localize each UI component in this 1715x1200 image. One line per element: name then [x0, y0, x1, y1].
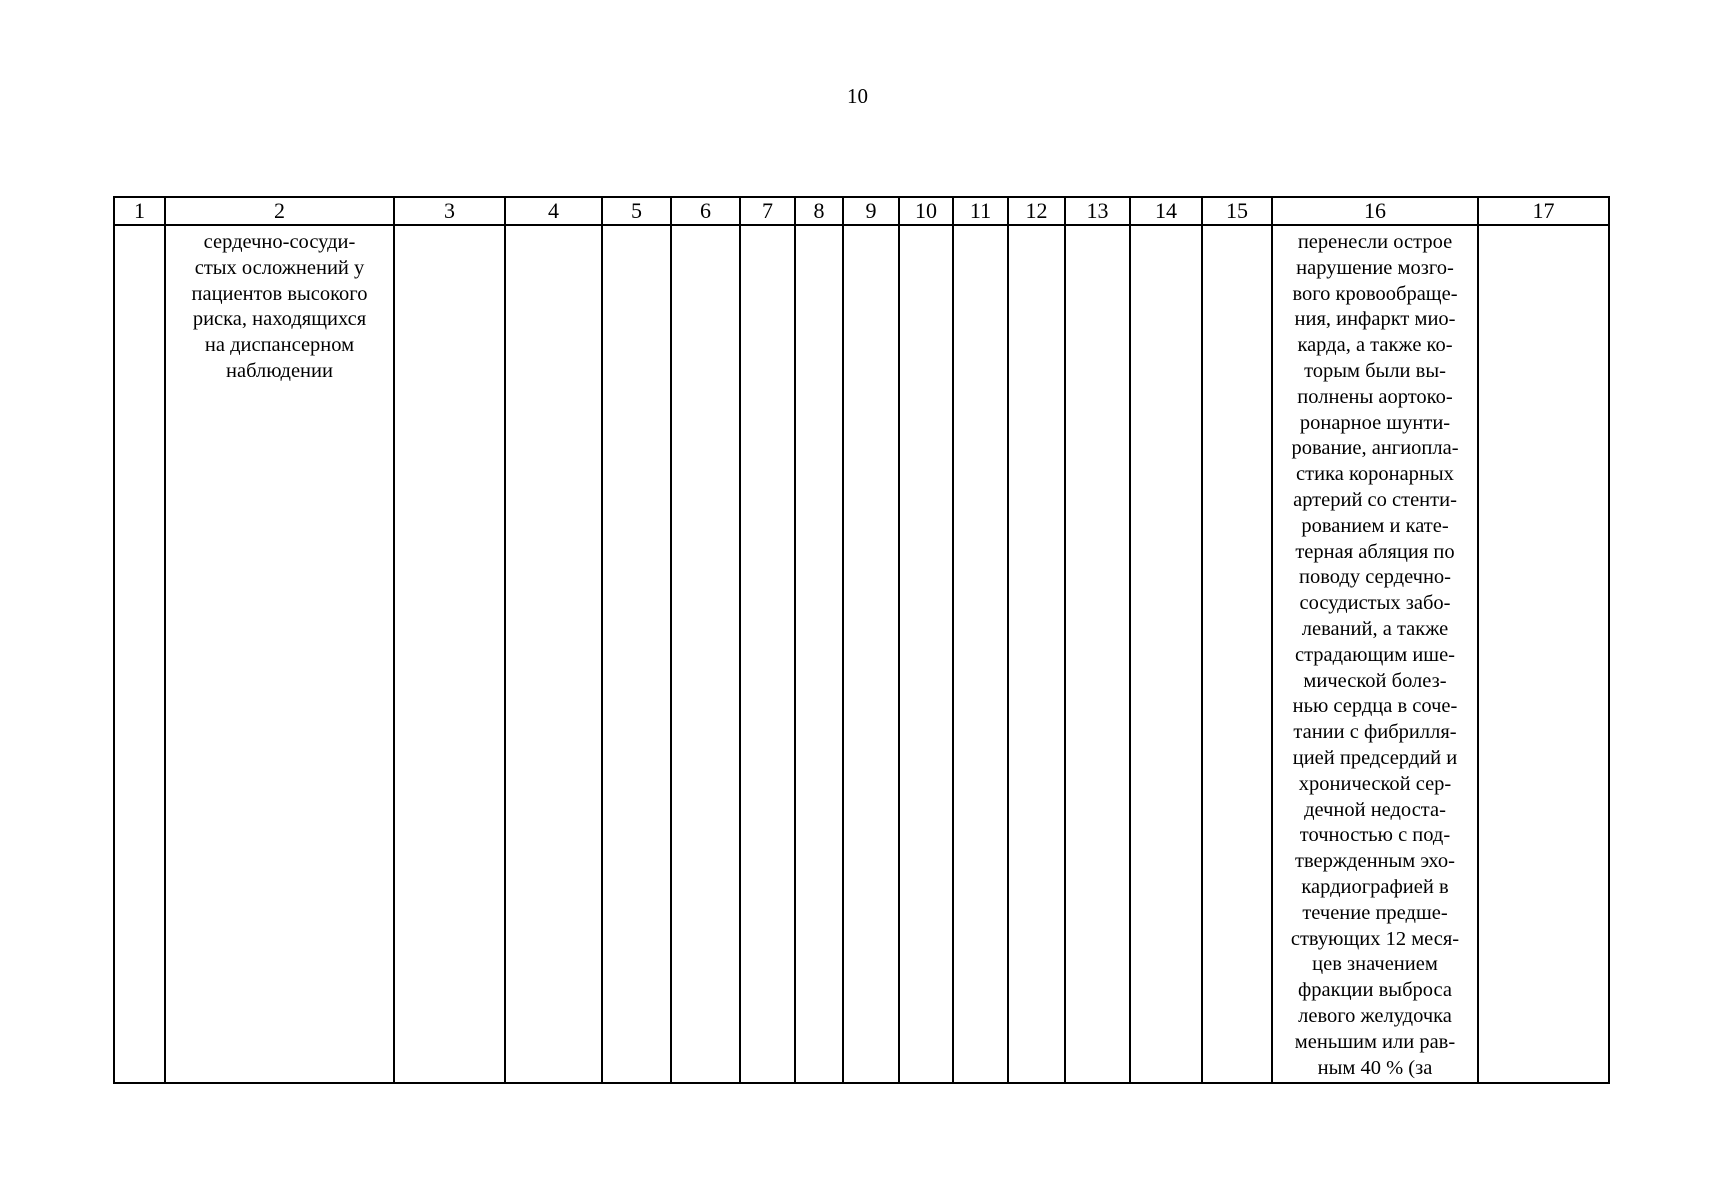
col2-line: стых осложнений у [194, 256, 365, 279]
cell-col-2 [165, 225, 394, 1083]
col16-line: артерий со стенти- [1293, 488, 1457, 511]
col16-line: перенесли острое [1297, 231, 1453, 253]
cell-col-9 [843, 225, 899, 1083]
col16-line: стика коронарных [1296, 463, 1454, 486]
table-row [114, 225, 1609, 1083]
cell-col-3 [394, 225, 505, 1083]
col16-line: мической болез- [1303, 669, 1447, 692]
col16-line: цией предсердий и [1292, 746, 1458, 769]
column-header-9: 9 [843, 197, 899, 225]
column-header-10: 10 [899, 197, 953, 225]
page-number: 10 [847, 84, 868, 108]
col16-line: нарушение мозго- [1296, 256, 1454, 279]
col16-line: ствующих 12 меся- [1290, 927, 1460, 950]
col16-line: цев значением [1312, 953, 1438, 976]
cell-col-15 [1202, 225, 1272, 1083]
col2-line: наблюдении [226, 359, 333, 382]
cell-col-7 [740, 225, 795, 1083]
col16-line: торым были вы- [1304, 359, 1446, 382]
col16-line: ным 40 % (за [1317, 1056, 1433, 1079]
col16-line: тании с фибрилля- [1293, 721, 1457, 744]
cell-col-10 [899, 225, 953, 1083]
cell-col-1 [114, 225, 165, 1083]
col2-line: на диспансерном [204, 334, 355, 357]
col16-line: поводу сердечно- [1298, 566, 1452, 589]
column-header-7: 7 [740, 197, 795, 225]
cell-col-4 [505, 225, 602, 1083]
column-header-15: 15 [1202, 197, 1272, 225]
column-header-11: 11 [953, 197, 1008, 225]
col16-line: меньшим или рав- [1294, 1030, 1456, 1053]
col16-line: хронической сер- [1298, 772, 1452, 795]
cell-col-16 [1272, 225, 1478, 1083]
col16-line: страдающим ише- [1294, 643, 1456, 666]
col2-line: сердечно-сосуди- [203, 231, 356, 253]
column-header-6: 6 [671, 197, 740, 225]
column-header-12: 12 [1008, 197, 1065, 225]
col16-text [1273, 226, 1477, 1081]
cell-col-8 [795, 225, 843, 1083]
col16-line: рованием и кате- [1301, 514, 1449, 537]
col16-line: левого желудочка [1298, 1004, 1452, 1027]
col16-line: терная абляция по [1295, 540, 1455, 563]
col2-text [166, 226, 393, 385]
col16-line: дечной недоста- [1304, 798, 1446, 821]
cell-col-13 [1065, 225, 1130, 1083]
column-header-13: 13 [1065, 197, 1130, 225]
column-header-4: 4 [505, 197, 602, 225]
cell-col-6 [671, 225, 740, 1083]
col16-line: точностью с под- [1299, 824, 1451, 847]
col16-line: рование, ангиопла- [1291, 437, 1459, 460]
header-row [114, 197, 1609, 225]
column-header-5: 5 [602, 197, 671, 225]
column-header-17: 17 [1478, 197, 1609, 225]
col2-line: пациентов высокого [191, 282, 368, 305]
col16-line: полнены аортоко- [1297, 385, 1453, 408]
col16-line: вого кровообраще- [1292, 282, 1458, 305]
cell-col-17 [1478, 225, 1609, 1083]
column-header-8: 8 [795, 197, 843, 225]
column-header-14: 14 [1130, 197, 1202, 225]
col16-line: леваний, а также [1301, 617, 1449, 640]
col16-line: ния, инфаркт мио- [1294, 308, 1456, 331]
column-header-2: 2 [165, 197, 394, 225]
column-header-1: 1 [114, 197, 165, 225]
col16-line: течение предше- [1302, 901, 1448, 924]
cell-col-11 [953, 225, 1008, 1083]
col16-line: ронарное шунти- [1299, 411, 1451, 434]
col16-line: кардиографией в [1301, 875, 1449, 898]
col16-line: нью сердца в соче- [1292, 695, 1458, 718]
col16-line: фракции выброса [1298, 979, 1452, 1002]
cell-col-12 [1008, 225, 1065, 1083]
column-header-3: 3 [394, 197, 505, 225]
col16-line: сосудистых забо- [1299, 592, 1451, 615]
cell-col-5 [602, 225, 671, 1083]
cell-col-14 [1130, 225, 1202, 1083]
col2-line: риска, находящихся [192, 308, 367, 331]
col16-line: твержденным эхо- [1295, 850, 1455, 873]
column-header-16: 16 [1272, 197, 1478, 225]
col16-line: карда, а также ко- [1297, 334, 1453, 357]
data-table [113, 196, 1610, 1084]
